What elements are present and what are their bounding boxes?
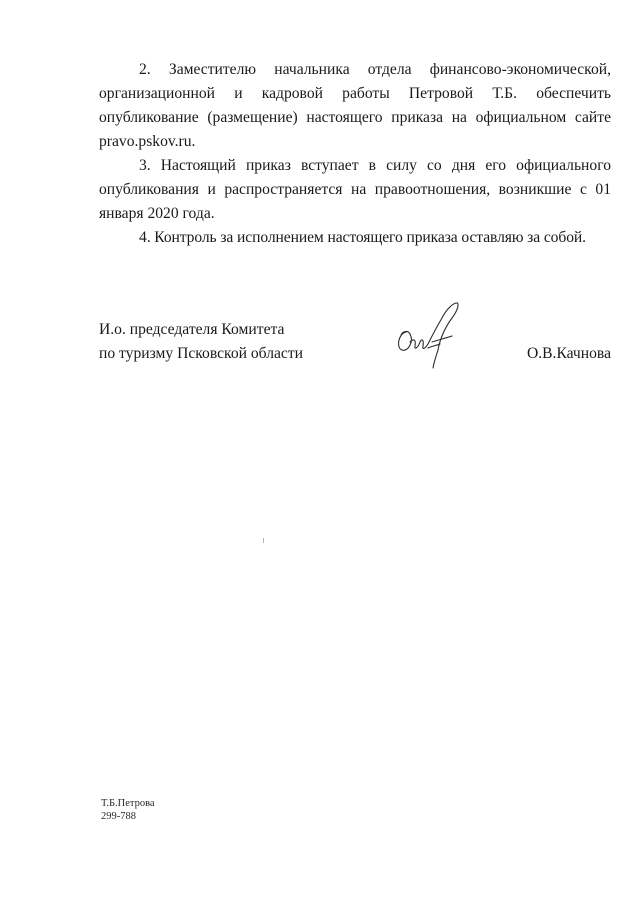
paragraph-4: 4. Контроль за исполнением настоящего приказа оставляю за собой. bbox=[139, 229, 586, 246]
executor-note bbox=[101, 797, 155, 823]
executor-phone: 299-788 bbox=[101, 811, 136, 822]
signatory-title-line-1: И.о. председателя Комитета bbox=[99, 321, 285, 338]
signatory-title-line-2: по туризму Псковской области bbox=[99, 345, 303, 362]
paragraph-3: 3. Настоящий приказ вступает в силу со дня его официального опубликования и распространяется на правоотношения, возникшие с 01 января 2020 года. bbox=[99, 157, 611, 222]
signatory-title bbox=[99, 318, 303, 366]
document-body bbox=[99, 58, 611, 250]
paragraph-2: 2. Заместителю начальника отдела финансово-экономической, организационной и кадровой работы Петровой Т.Б. обеспечить опубликование (размещение) настоящего приказа на официальном сайте pravo.pskov.ru. bbox=[99, 61, 611, 150]
executor-name: Т.Б.Петрова bbox=[101, 798, 155, 809]
handwritten-signature bbox=[388, 298, 468, 376]
signatory-name: О.В.Качнова bbox=[526, 345, 611, 362]
scan-speck bbox=[263, 538, 264, 543]
signature-block bbox=[99, 318, 611, 378]
